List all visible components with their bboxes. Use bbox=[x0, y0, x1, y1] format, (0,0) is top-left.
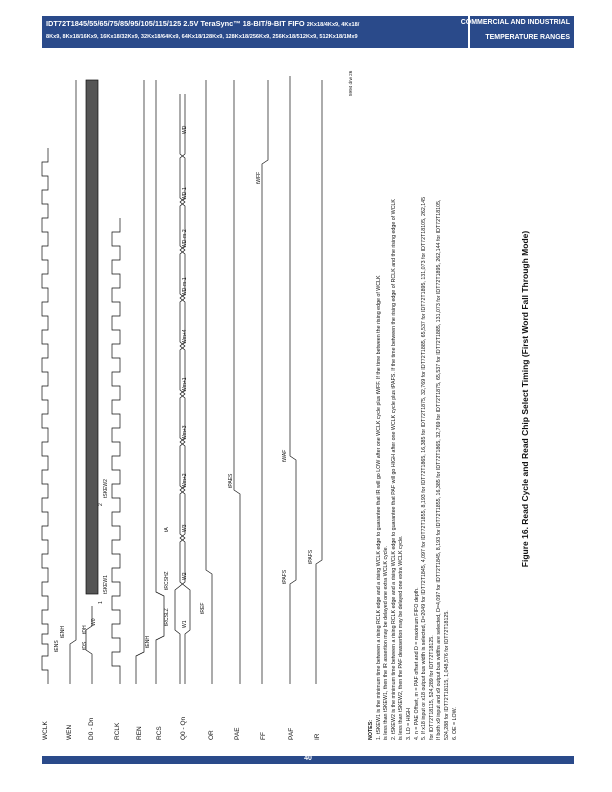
timing-label: tWFF bbox=[256, 171, 262, 184]
note-line: 5. If x18 input or x18 output bus width is selected, D=2049 for IDT72T1845, 4,097 for IDT72T1855, 8,193 for IDT72T1865, 16,385 for IDT72T1875, 32,769 for IDT72T1885, 65,537 for IDT72T1895, 131,073 for IDT72T18105, 262,145 bbox=[421, 196, 428, 740]
note-line: 1. tSKEW1 is the minimum time between a rising RCLK edge and a rising WCLK edge to guarantee that IR will go LOW after one WCLK cycle plus tWFF. If the time between the rising edge of WCLK bbox=[375, 275, 382, 740]
rotated-figure bbox=[40, 54, 560, 744]
timing-label: WD-m-1 bbox=[182, 277, 188, 296]
note-line: 3. LD = HIGH bbox=[405, 708, 412, 740]
signal-label: D0 - Dn bbox=[88, 717, 95, 740]
signal-label: REN bbox=[136, 726, 143, 740]
timing-label: tRCSLZ bbox=[164, 608, 170, 626]
timing-label: W3 bbox=[182, 524, 188, 532]
signal-label: RCLK bbox=[114, 722, 121, 740]
timing-label: tWAF bbox=[282, 449, 288, 462]
timing-label: tSKEW2 bbox=[103, 479, 109, 498]
timing-label: 2 bbox=[98, 503, 104, 506]
timing-label: tENS bbox=[54, 640, 60, 652]
page-header bbox=[42, 16, 468, 48]
timing-label: Wm+1 bbox=[182, 377, 188, 392]
timing-label: tDS bbox=[82, 641, 88, 650]
timing-label: tENH bbox=[60, 626, 66, 638]
timing-label: tPAFS bbox=[308, 549, 314, 564]
notes-title: NOTES: bbox=[368, 719, 374, 740]
timing-label: Wm+2 bbox=[182, 473, 188, 488]
note-line: 2. tSKEW2 is the minimum time between a rising RCLK edge and a rising WCLK edge to guarantee that PAF will go HIGH after one WCLK cycle plus tPAFS. If the time between the rising edge of RCLK and the rising edge of WCLK bbox=[390, 199, 397, 740]
timing-label: WD-1 bbox=[182, 187, 188, 200]
timing-label: tREF bbox=[200, 602, 206, 614]
timing-label: 1 bbox=[98, 601, 104, 604]
header-temperature-range: COMMERCIAL AND INDUSTRIAL TEMPERATURE RANGES bbox=[470, 16, 574, 48]
note-line: is less than tSKEW1, then the IR assertion may be delayed one extra WCLK cycle. bbox=[383, 545, 390, 740]
page-number: 40 bbox=[304, 755, 312, 762]
timing-label: WD bbox=[182, 125, 188, 134]
timing-label: W2 bbox=[182, 572, 188, 580]
timing-label: W1 bbox=[182, 620, 188, 628]
timing-label: tA bbox=[164, 527, 170, 532]
header-subtitle: 8Kx9, 8Kx18/16Kx9, 16Kx18/32Kx9, 32Kx18/64Kx9, 64Kx18/128Kx9, 128Kx18/256Kx9, 256Kx18/512Kx9, 512Kx18/1Mx9 bbox=[46, 34, 358, 40]
timing-label: tDH bbox=[82, 625, 88, 634]
figure-caption: Figure 16. Read Cycle and Read Chip Select Timing (First Word Fall Through Mode) bbox=[520, 230, 530, 568]
timing-label: tSKEW1 bbox=[103, 575, 109, 594]
note-line: 6. OE = LOW. bbox=[451, 707, 458, 740]
timing-label: tPAES bbox=[228, 473, 234, 488]
signal-label: RCS bbox=[156, 726, 163, 740]
timing-label: Wm+4 bbox=[182, 329, 188, 344]
timing-label: tENH bbox=[145, 636, 151, 648]
header-title: IDT72T1845/55/65/75/85/95/105/115/125 2.5V TeraSync™ 18-BIT/9-BIT FIFO 2Kx18/4Kx9, 4Kx18/ bbox=[46, 19, 360, 28]
signal-label: FF bbox=[260, 732, 267, 740]
drawing-number: 5994 drw 26 bbox=[348, 70, 353, 96]
signal-label: WEN bbox=[66, 724, 73, 740]
timing-label: W0 bbox=[91, 618, 97, 626]
notes bbox=[368, 70, 459, 740]
signal-label: IR bbox=[314, 733, 321, 740]
note-line: is less than tSKEW2, then the PAF deassertion may be delayed one extra WCLK cycle. bbox=[398, 535, 405, 740]
timing-label: tRCSHZ bbox=[164, 571, 170, 590]
note-line: for IDT72T18115, 524,289 for IDT72T18125. bbox=[428, 635, 435, 740]
timing-label: WD-m-2 bbox=[182, 229, 188, 248]
signal-label: WCLK bbox=[42, 721, 49, 740]
signal-label: Q0 - Qn bbox=[180, 716, 187, 740]
timing-diagram bbox=[40, 54, 370, 744]
timing-label: tPAFS bbox=[282, 569, 288, 584]
page-footer bbox=[42, 756, 574, 764]
signal-label: OR bbox=[208, 730, 215, 740]
note-line: 524,288 for IDT72T18115, 1,048,576 for IDT72T18125. bbox=[443, 610, 450, 740]
signal-label: PAE bbox=[234, 727, 241, 740]
note-line: If both x9 input and x9 output bus widths are selected, D=4,097 for IDT72T1845, 8,193 for IDT72T1855, 16,385 for IDT72T1865, 32,769 for IDT72T1875, 65,537 for IDT72T1885, 131,073 for IDT72T1895, 262,144 for IDT72T18105, bbox=[436, 199, 443, 740]
timing-label: Wm+3 bbox=[182, 425, 188, 440]
note-line: 4. n = PAE Offset, m = PAF offset and D = maximum FIFO depth. bbox=[413, 587, 420, 740]
signal-label: PAF bbox=[288, 727, 295, 740]
